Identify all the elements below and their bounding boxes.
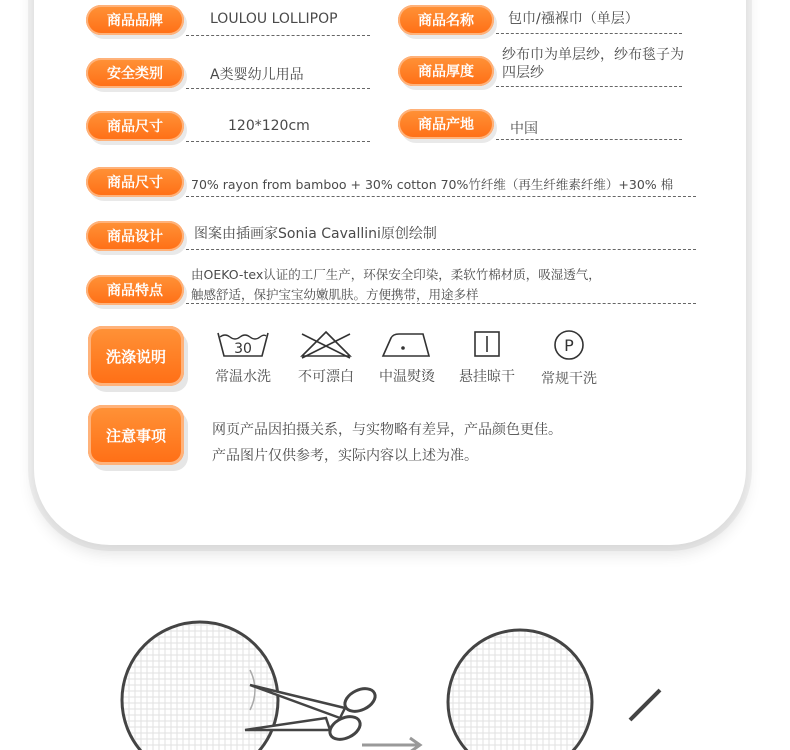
safety-value: A类婴幼儿用品 xyxy=(210,67,304,83)
design-label: 商品设计 xyxy=(86,221,184,251)
wash-label: 洗涤说明 xyxy=(88,326,184,386)
divider xyxy=(186,35,370,36)
hang-dry-icon xyxy=(459,328,515,360)
safety-label: 安全类别 xyxy=(86,58,184,88)
origin-label: 商品产地 xyxy=(398,109,494,139)
svg-text:P: P xyxy=(564,336,574,355)
care-label: 不可漂白 xyxy=(298,369,354,385)
care-label: 常规干洗 xyxy=(541,371,597,387)
features-line-2: 触感舒适，保护宝宝幼嫩肌肤。方便携带，用途多样 xyxy=(191,287,479,302)
care-item-wash xyxy=(198,328,288,386)
size-value: 120*120cm xyxy=(228,118,310,134)
arrow-icon xyxy=(362,738,420,750)
origin-value: 中国 xyxy=(510,121,538,137)
fabric-illustration xyxy=(0,580,790,750)
dry-clean-icon xyxy=(541,328,597,362)
design-value: 图案由插画家Sonia Cavallini原创绘制 xyxy=(194,226,437,242)
divider xyxy=(496,86,682,87)
divider xyxy=(186,141,370,142)
svg-text:30: 30 xyxy=(234,341,252,357)
notice-label: 注意事项 xyxy=(88,405,184,465)
iron-medium-icon xyxy=(379,328,435,360)
thickness-label: 商品厚度 xyxy=(398,56,494,86)
care-label: 悬挂晾干 xyxy=(459,369,515,385)
care-item-bleach xyxy=(281,328,371,386)
care-label: 中温熨烫 xyxy=(379,369,435,385)
divider xyxy=(186,303,696,304)
features-label: 商品特点 xyxy=(86,275,184,305)
care-item-iron xyxy=(362,328,452,386)
name-value: 包巾/襁褓巾（单层） xyxy=(508,11,639,27)
fabric-magnifier-right xyxy=(448,630,592,750)
notice-line-2: 产品图片仅供参考，实际内容以上述为准。 xyxy=(212,448,478,464)
care-label: 常温水洗 xyxy=(215,369,271,385)
features-line-1: 由OEKO-tex认证的工厂生产，环保安全印染，柔软竹棉材质，吸湿透气， xyxy=(191,267,601,282)
material-label: 商品尺寸 xyxy=(86,167,184,197)
divider xyxy=(496,139,682,140)
brand-label: 商品品牌 xyxy=(86,5,184,35)
wash-30-icon xyxy=(215,328,271,360)
thickness-value: 纱布巾为单层纱，纱布毯子为四层纱 xyxy=(502,47,684,81)
divider xyxy=(496,33,682,34)
size-label: 商品尺寸 xyxy=(86,111,184,141)
divider xyxy=(186,196,696,197)
brand-value: LOULOU LOLLIPOP xyxy=(210,11,338,27)
care-item-hang xyxy=(442,328,532,386)
care-item-dryclean xyxy=(524,328,614,388)
material-value: 70% rayon from bamboo + 30% cotton 70%竹纤维（再生纤维素纤维）+30% 棉 xyxy=(191,177,674,192)
notice-line-1: 网页产品因拍摄关系，与实物略有差异，产品颜色更佳。 xyxy=(212,422,562,438)
divider xyxy=(186,88,370,89)
divider xyxy=(186,249,696,250)
name-label: 商品名称 xyxy=(398,5,494,35)
no-bleach-icon xyxy=(298,328,354,360)
